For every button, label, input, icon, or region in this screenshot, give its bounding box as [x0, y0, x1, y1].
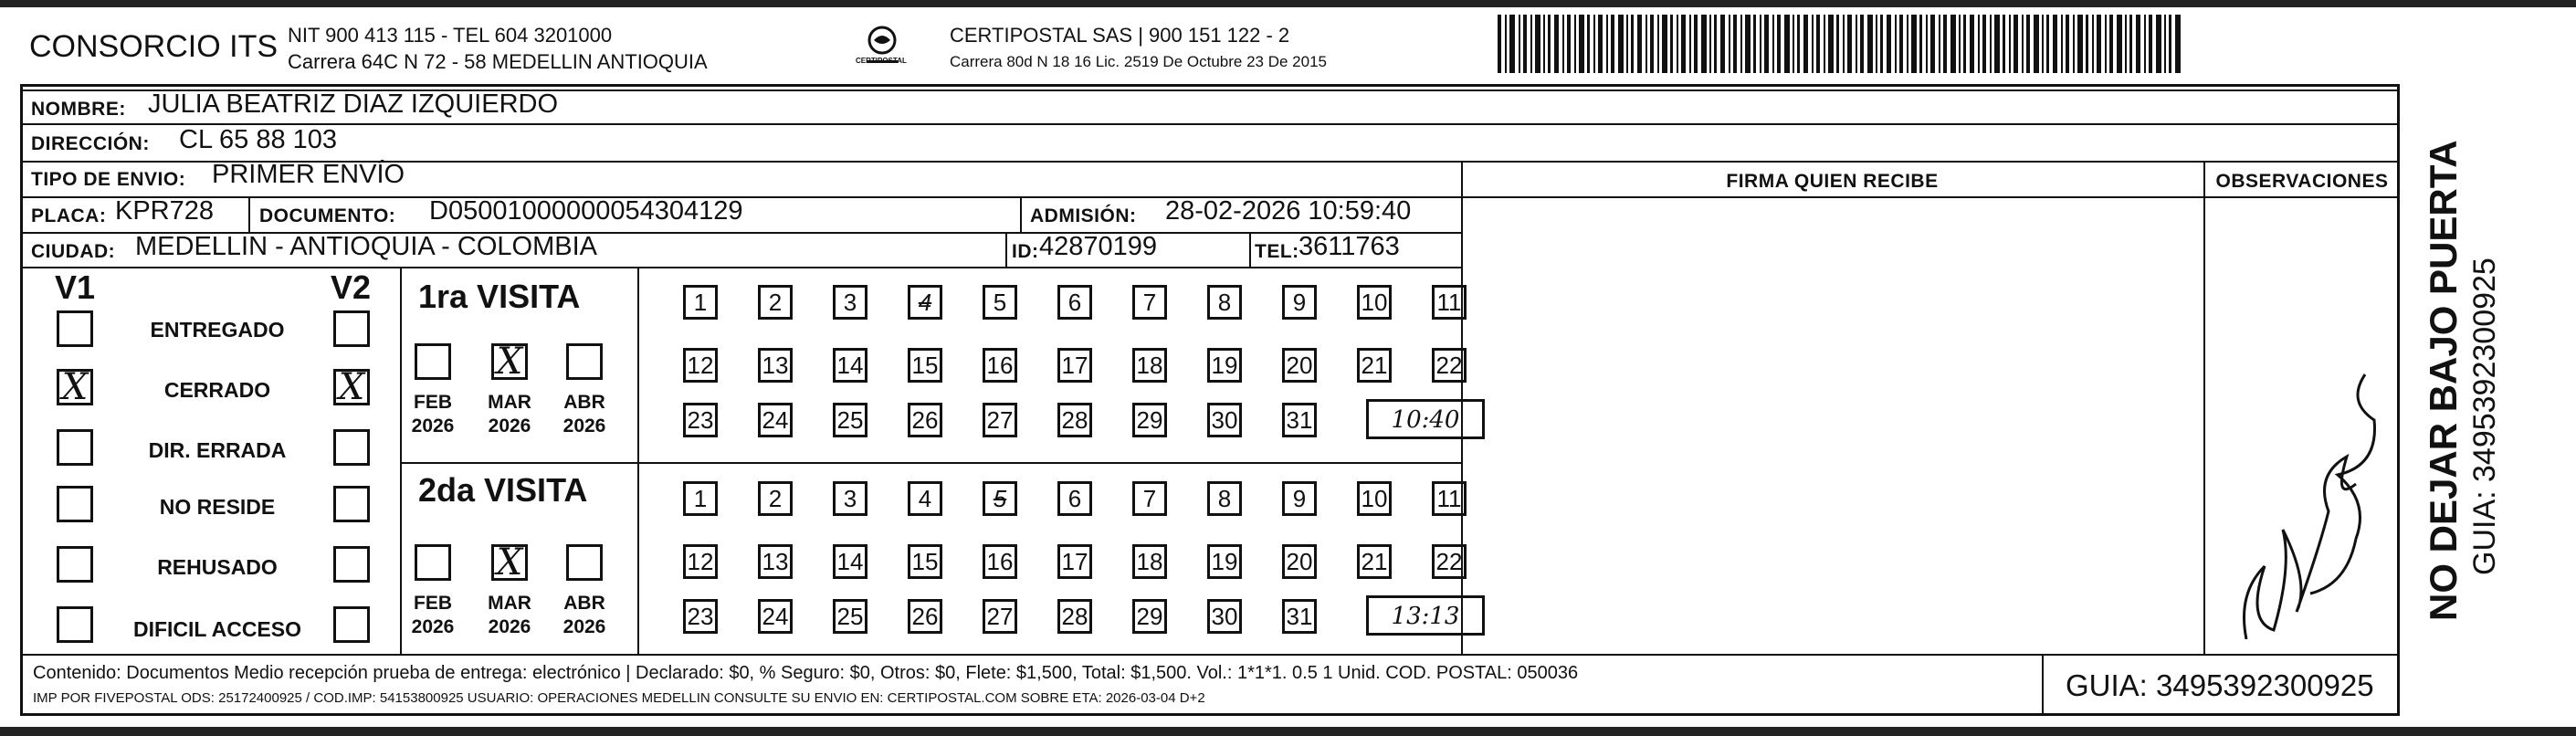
status-dificil-acceso: DIFICIL ACCESO — [132, 617, 301, 641]
visit1-day-1[interactable]: 1 — [683, 285, 718, 320]
visit1-day-6[interactable]: 6 — [1057, 285, 1092, 320]
visit1-day-29[interactable]: 29 — [1132, 403, 1167, 437]
visit2-month-abr — [557, 592, 612, 639]
v2-header: V2 — [331, 268, 372, 306]
firma-header: FIRMA QUIEN RECIBE — [1726, 171, 1939, 192]
v1-checkbox-cerrado[interactable] — [57, 366, 93, 408]
visit2-day-6[interactable]: 6 — [1057, 481, 1092, 516]
status-entregado: ENTREGADO — [150, 318, 285, 342]
visit1-day-16[interactable]: 16 — [983, 348, 1017, 383]
visit1-month-abr — [557, 391, 612, 438]
year-label: 2026 — [411, 616, 455, 637]
footer-content-line: Contenido: Documentos Medio recepción prueba de entrega: electrónico | Declarado: $0, % Seguro: $0, Otros: $0, Flete: $1,500, Total: $1,500. Vol.: 1*1*1. 0.5 1 Unid. COD. POSTAL: 050036 — [33, 663, 1579, 683]
visit1-day-30[interactable]: 30 — [1207, 403, 1242, 437]
visit1-day-14[interactable]: 14 — [833, 348, 867, 383]
visit1-day-11[interactable]: 11 — [1432, 285, 1467, 320]
visit1-day-3[interactable]: 3 — [833, 285, 867, 320]
visit1-day-2[interactable]: 2 — [758, 285, 793, 320]
top-border-bar — [0, 0, 2576, 7]
visit1-day-25[interactable]: 25 — [833, 403, 867, 437]
divider — [1461, 196, 2400, 198]
year-label: 2026 — [563, 616, 606, 637]
signature-area[interactable] — [1465, 201, 2201, 652]
footer-guia: GUIA: 3495392300925 — [2066, 668, 2374, 702]
visit2-time[interactable]: 13:13 — [1366, 595, 1485, 636]
tipo-envio-label: TIPO DE ENVIO: — [31, 169, 186, 190]
visit2-day-11[interactable]: 11 — [1432, 481, 1467, 516]
visit2-day-5[interactable]: 5 — [983, 481, 1017, 516]
v2-checkbox-no-reside[interactable] — [333, 486, 370, 522]
year-label: 2026 — [411, 415, 455, 436]
visit2-month-abr-checkbox[interactable] — [566, 544, 603, 581]
barcode — [1498, 15, 2182, 73]
side-guia: GUIA: 3495392300925 — [2467, 258, 2502, 575]
id-value: 42870199 — [1039, 232, 1158, 261]
visit1-day-18[interactable]: 18 — [1132, 348, 1167, 383]
visit1-day-12[interactable]: 12 — [683, 348, 718, 383]
v2-checkbox-rehusado[interactable] — [333, 546, 370, 583]
visit2-day-30[interactable]: 30 — [1207, 599, 1242, 634]
visit1-day-7[interactable]: 7 — [1132, 285, 1167, 320]
visit1-day-19[interactable]: 19 — [1207, 348, 1242, 383]
month-label: ABR — [563, 392, 605, 413]
certi-address: Carrera 80d N 18 16 Lic. 2519 De Octubre 23 De 2015 — [950, 53, 1327, 70]
status-rehusado: REHUSADO — [157, 555, 278, 579]
visit1-day-27[interactable]: 27 — [983, 403, 1017, 437]
visit2-month-feb — [405, 592, 460, 639]
tel-value: 3611763 — [1299, 232, 1400, 261]
visit2-day-26[interactable]: 26 — [908, 599, 942, 634]
documento-value: D05001000000054304129 — [429, 196, 743, 226]
visit2-day-19[interactable]: 19 — [1207, 544, 1242, 579]
visit1-mar-mark: X — [496, 341, 523, 383]
observaciones-header: OBSERVACIONES — [2215, 171, 2389, 192]
nombre-label: NOMBRE: — [31, 99, 126, 120]
visit2-title: 2da VISITA — [418, 471, 588, 509]
visit2-day-21[interactable]: 21 — [1357, 544, 1392, 579]
visit2-day-16[interactable]: 16 — [983, 544, 1017, 579]
visit2-day-27[interactable]: 27 — [983, 599, 1017, 634]
ciudad-label: CIUDAD: — [31, 241, 116, 262]
visit1-day-8[interactable]: 8 — [1207, 285, 1242, 320]
visit1-month-feb — [405, 391, 460, 438]
visit2-day-15[interactable]: 15 — [908, 544, 942, 579]
tipo-envio-value: PRIMER ENVÍO — [212, 160, 405, 189]
footer-print-line: IMP POR FIVEPOSTAL ODS: 25172400925 / COD.IMP: 54153800925 USUARIO: OPERACIONES MEDELLIN CONSULTE SU ENVIO EN: CERTIPOSTAL.COM SOBRE ETA: 2026-03-04 D+2 — [33, 690, 1205, 706]
direccion-value: CL 65 88 103 — [179, 125, 338, 154]
handwritten-signature — [2210, 292, 2392, 657]
placa-label: PLACA: — [31, 205, 107, 226]
visit1-day-17[interactable]: 17 — [1057, 348, 1092, 383]
nombre-value: JULIA BEATRIZ DIAZ IZQUIERDO — [148, 89, 559, 119]
ciudad-value: MEDELLIN - ANTIOQUIA - COLOMBIA — [135, 232, 597, 261]
company-name: CONSORCIO ITS — [29, 29, 279, 64]
visit1-day-22[interactable]: 22 — [1432, 348, 1467, 383]
visit1-day-26[interactable]: 26 — [908, 403, 942, 437]
certi-name: CERTIPOSTAL SAS | 900 151 122 - 2 — [950, 24, 1290, 47]
year-label: 2026 — [563, 415, 606, 436]
visit2-day-10[interactable]: 10 — [1357, 481, 1392, 516]
side-notice: NO DEJAR BAJO PUERTA — [2422, 140, 2465, 621]
visit2-day-24[interactable]: 24 — [758, 599, 793, 634]
v1-checkbox-dir-errada[interactable] — [57, 429, 93, 466]
visit2-day-28[interactable]: 28 — [1057, 599, 1092, 634]
visit2-day-9[interactable]: 9 — [1282, 481, 1317, 516]
v2-checkbox-dir-errada[interactable] — [333, 429, 370, 466]
visit2-day-14[interactable]: 14 — [833, 544, 867, 579]
divider — [1005, 232, 1007, 267]
divider — [248, 196, 250, 233]
visit2-month-mar — [482, 592, 537, 639]
status-cerrado: CERRADO — [163, 378, 271, 402]
company-address: Carrera 64C N 72 - 58 MEDELLIN ANTIOQUIA — [288, 50, 708, 73]
logo-text: CERTIPOSTAL — [856, 57, 907, 65]
divider — [400, 462, 1463, 464]
direccion-label: DIRECCIÓN: — [31, 133, 150, 154]
visit2-day-20[interactable]: 20 — [1282, 544, 1317, 579]
tel-label: TEL: — [1255, 241, 1299, 262]
visit1-day-20[interactable]: 20 — [1282, 348, 1317, 383]
month-label: MAR — [488, 392, 531, 413]
v1-mark-cerrado: X — [61, 366, 89, 408]
month-label: MAR — [488, 593, 531, 614]
year-label: 2026 — [488, 616, 531, 637]
visit1-month-mar-checkbox[interactable] — [491, 341, 528, 383]
divider — [1249, 232, 1251, 267]
placa-value: KPR728 — [115, 196, 215, 226]
visit2-day-18[interactable]: 18 — [1132, 544, 1167, 579]
year-label: 2026 — [488, 415, 531, 436]
visit1-title: 1ra VISITA — [418, 278, 581, 315]
v2-checkbox-dificil-acceso[interactable] — [333, 606, 370, 643]
visit2-day-12[interactable]: 12 — [683, 544, 718, 579]
v2-mark-cerrado: X — [338, 366, 365, 408]
visit2-day-29[interactable]: 29 — [1132, 599, 1167, 634]
visit2-day-13[interactable]: 13 — [758, 544, 793, 579]
visit1-month-feb-checkbox[interactable] — [415, 343, 451, 380]
visit2-day-8[interactable]: 8 — [1207, 481, 1242, 516]
status-dir-errada: DIR. ERRADA — [148, 438, 287, 462]
v2-checkbox-cerrado[interactable] — [333, 366, 370, 408]
visit2-day-17[interactable]: 17 — [1057, 544, 1092, 579]
divider — [637, 267, 639, 654]
visit1-day-15[interactable]: 15 — [908, 348, 942, 383]
v2-checkbox-entregado[interactable] — [333, 310, 370, 347]
divider — [1020, 196, 1022, 233]
company-nit: NIT 900 413 115 - TEL 604 3201000 — [288, 24, 613, 47]
visit1-day-21[interactable]: 21 — [1357, 348, 1392, 383]
admision-label: ADMISIÓN: — [1030, 205, 1137, 226]
divider — [20, 123, 2400, 125]
visit1-day-24[interactable]: 24 — [758, 403, 793, 437]
v1-checkbox-no-reside[interactable] — [57, 486, 93, 522]
visit1-day-9[interactable]: 9 — [1282, 285, 1317, 320]
divider — [2203, 161, 2205, 654]
visit2-day-31[interactable]: 31 — [1282, 599, 1317, 634]
v1-checkbox-rehusado[interactable] — [57, 546, 93, 583]
visit1-day-5[interactable]: 5 — [983, 285, 1017, 320]
visit1-month-abr-checkbox[interactable] — [566, 343, 603, 380]
month-label: ABR — [563, 593, 605, 614]
certipostal-logo — [854, 20, 910, 77]
visit1-month-mar — [482, 391, 537, 438]
visit2-day-1[interactable]: 1 — [683, 481, 718, 516]
visit2-day-3[interactable]: 3 — [833, 481, 867, 516]
bottom-border-bar — [0, 727, 2576, 736]
visit1-time[interactable]: 10:40 — [1366, 399, 1485, 439]
visit2-day-7[interactable]: 7 — [1132, 481, 1167, 516]
visit1-day-10[interactable]: 10 — [1357, 285, 1392, 320]
visit2-mar-mark: X — [496, 541, 523, 584]
visit1-day-31[interactable]: 31 — [1282, 403, 1317, 437]
status-no-reside: NO RESIDE — [159, 495, 276, 519]
v1-header: V1 — [55, 268, 96, 306]
visit2-day-2[interactable]: 2 — [758, 481, 793, 516]
visit1-day-13[interactable]: 13 — [758, 348, 793, 383]
admision-value: 28-02-2026 10:59:40 — [1165, 196, 1412, 226]
visit2-day-4[interactable]: 4 — [908, 481, 942, 516]
divider — [2042, 654, 2044, 716]
divider — [400, 267, 402, 654]
divider — [20, 267, 1463, 268]
v1-checkbox-entregado[interactable] — [57, 310, 93, 347]
documento-label: DOCUMENTO: — [259, 205, 396, 226]
visit2-day-22[interactable]: 22 — [1432, 544, 1467, 579]
month-label: FEB — [414, 593, 452, 614]
month-label: FEB — [414, 392, 452, 413]
visit2-month-mar-checkbox[interactable] — [491, 541, 528, 584]
visit1-day-4[interactable]: 4 — [908, 285, 942, 320]
id-label: ID: — [1012, 241, 1039, 262]
v1-checkbox-dificil-acceso[interactable] — [57, 606, 93, 643]
visit2-month-feb-checkbox[interactable] — [415, 544, 451, 581]
visit2-day-23[interactable]: 23 — [683, 599, 718, 634]
visit1-day-23[interactable]: 23 — [683, 403, 718, 437]
visit1-day-28[interactable]: 28 — [1057, 403, 1092, 437]
visit2-day-25[interactable]: 25 — [833, 599, 867, 634]
certipostal-logo-icon — [854, 20, 910, 77]
